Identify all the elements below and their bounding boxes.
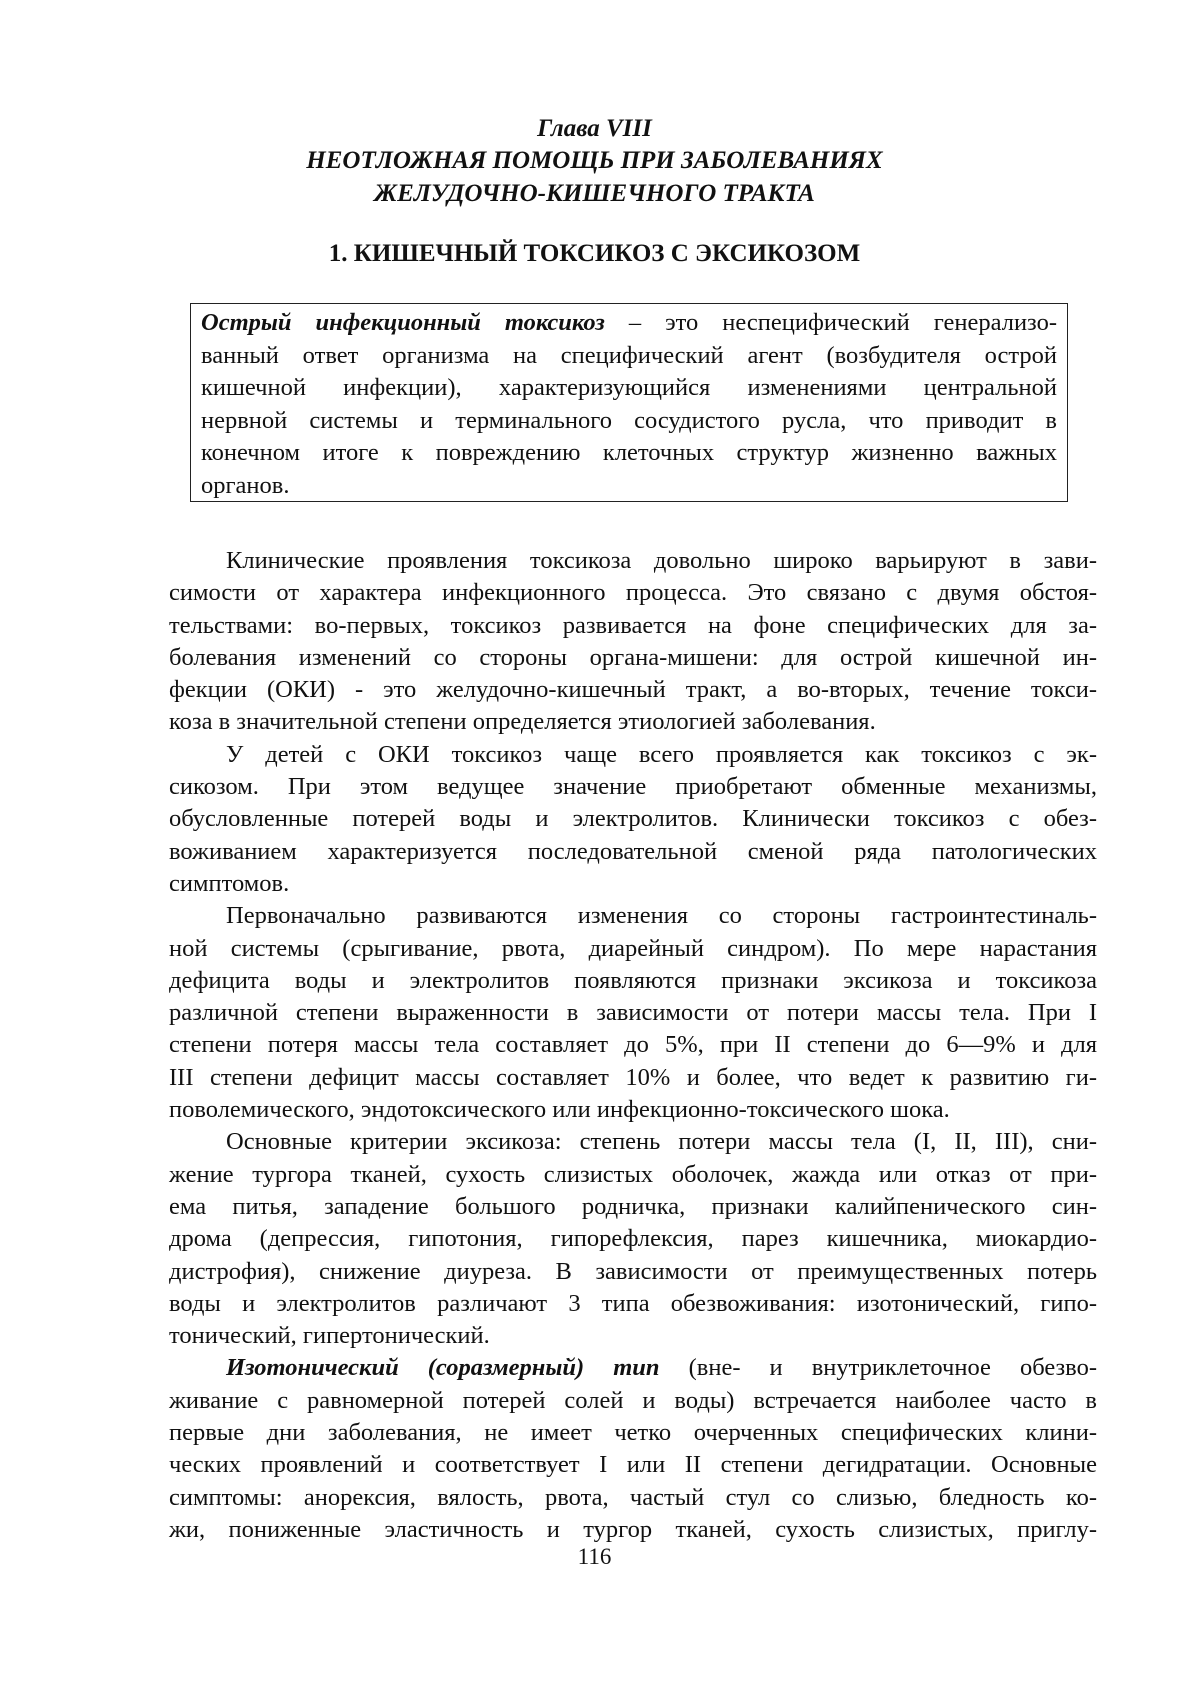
paragraph-line: коза в значительной степени определяется этиологией заболевания. bbox=[169, 708, 876, 736]
chapter-label: Глава VIII bbox=[537, 115, 652, 142]
paragraph-line: живание с равномерной потерей солей и воды) встречается наиболее часто в bbox=[169, 1386, 1097, 1414]
paragraph-line: дефицита воды и электролитов появляются признаки эксикоза и токсикоза bbox=[169, 966, 1097, 994]
paragraph-line: ной системы (срыгивание, рвота, диарейный синдром). По мере нарастания bbox=[169, 934, 1097, 962]
page-number: 116 bbox=[577, 1544, 612, 1569]
paragraph-text: (вне- и внутриклеточное обезво- bbox=[659, 1354, 1097, 1382]
paragraph-line: ческих проявлений и соответствует I или II степени дегидратации. Основные bbox=[169, 1451, 1097, 1479]
paragraph-line: первые дни заболевания, не имеет четко очерченных специфических клини- bbox=[169, 1419, 1097, 1447]
paragraph-line: тонический, гипертонический. bbox=[169, 1322, 490, 1350]
paragraph-line: различной степени выраженности в зависимости от потери массы тела. При I bbox=[169, 999, 1097, 1027]
definition-line: кишечной инфекции), характеризующийся изменениями центральной bbox=[201, 374, 1057, 401]
paragraph-line: III степени дефицит массы составляет 10% и более, что ведет к развитию ги- bbox=[169, 1063, 1097, 1091]
paragraph-line: фекции (ОКИ) - это желудочно-кишечный тракт, а во-вторых, течение токси- bbox=[169, 676, 1097, 704]
paragraph-line: поволемического, эндотоксического или инфекционно-токсического шока. bbox=[169, 1096, 950, 1124]
definition-line bbox=[201, 307, 1057, 340]
paragraph-line: Основные критерии эксикоза: степень потери массы тела (I, II, III), сни- bbox=[226, 1128, 1097, 1156]
definition-line: органов. bbox=[201, 471, 290, 499]
paragraph-line: воживанием характеризуется последовательной сменой ряда патологических bbox=[169, 837, 1097, 865]
paragraph-line: болевания изменений со стороны органа-мишени: для острой кишечной ин- bbox=[169, 643, 1097, 671]
paragraph-line: Клинические проявления токсикоза довольно широко варьируют в зави- bbox=[226, 547, 1097, 574]
definition-line: ванный ответ организма на специфический агент (возбудителя острой bbox=[201, 341, 1057, 369]
paragraph-line: тельствами: во-первых, токсикоз развивается на фоне специфических для за- bbox=[169, 611, 1097, 639]
paragraph-line: симптомов. bbox=[169, 869, 290, 897]
definition-text: – это неспецифический генерализо- bbox=[604, 309, 1057, 336]
paragraph-line: сикозом. При этом ведущее значение приобретают обменные механизмы, bbox=[169, 773, 1097, 801]
chapter-title-line-2: ЖЕЛУДОЧНО-КИШЕЧНОГО ТРАКТА bbox=[374, 180, 815, 207]
section-title: 1. КИШЕЧНЫЙ ТОКСИКОЗ С ЭКСИКОЗОМ bbox=[328, 240, 861, 267]
chapter-title-line-1: НЕОТЛОЖНАЯ ПОМОЩЬ ПРИ ЗАБОЛЕВАНИЯХ bbox=[306, 147, 883, 174]
paragraph-line: жи, пониженные эластичность и тургор тканей, сухость слизистых, приглу- bbox=[169, 1515, 1097, 1543]
paragraph-line bbox=[169, 1352, 1097, 1384]
paragraph-line: дрома (депрессия, гипотония, гипорефлексия, парез кишечника, миокардио- bbox=[169, 1225, 1097, 1253]
definition-term: Острый инфекционный токсикоз bbox=[201, 309, 605, 336]
paragraph-line: Первоначально развиваются изменения со стороны гастроинтестиналь- bbox=[226, 902, 1097, 930]
paragraph-line: симптомы: анорексия, вялость, рвота, частый стул со слизью, бледность ко- bbox=[169, 1483, 1097, 1511]
paragraph-line: ема питья, западение большого родничка, признаки калийпенического син- bbox=[169, 1192, 1097, 1220]
paragraph-line: У детей с ОКИ токсикоз чаще всего проявляется как токсикоз с эк- bbox=[226, 740, 1097, 768]
paragraph-line: степени потеря массы тела составляет до 5%, при II степени до 6—9% и для bbox=[169, 1031, 1097, 1059]
paragraph-line: воды и электролитов различают 3 типа обезвоживания: изотонический, гипо- bbox=[169, 1289, 1097, 1317]
isotonic-type-term: Изотонический (соразмерный) тип bbox=[226, 1354, 660, 1382]
definition-line: нервной системы и терминального сосудистого русла, что приводит в bbox=[201, 406, 1057, 434]
paragraph-line: симости от характера инфекционного процесса. Это связано с двумя обстоя- bbox=[169, 579, 1097, 607]
paragraph-line: жение тургора тканей, сухость слизистых оболочек, жажда или отказ от при- bbox=[169, 1160, 1097, 1188]
definition-box bbox=[190, 303, 1068, 502]
body-text bbox=[169, 545, 1097, 1546]
paragraph-line: обусловленные потерей воды и электролитов. Клинически токсикоз с обез- bbox=[169, 805, 1097, 833]
definition-line: конечном итоге к повреждению клеточных структур жизненно важных bbox=[201, 439, 1057, 466]
paragraph-line: дистрофия), снижение диуреза. В зависимости от преимущественных потерь bbox=[169, 1257, 1097, 1285]
